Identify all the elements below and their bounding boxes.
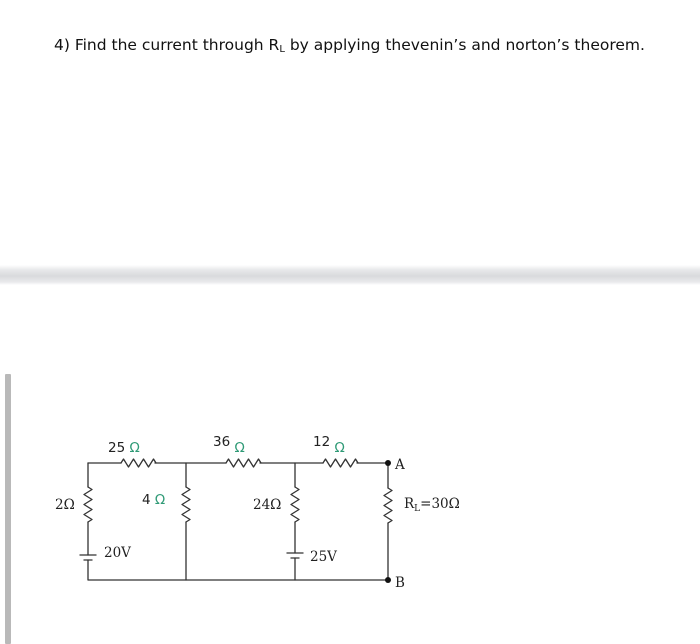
resistor-25-ohm xyxy=(121,459,156,467)
label-node-b: B xyxy=(395,575,405,591)
resistor-24-ohm xyxy=(291,487,299,522)
label-v2: 25V xyxy=(310,549,337,565)
question-suffix: by applying thevenin’s and norton’s theorem. xyxy=(284,36,645,54)
wire-left-bottom xyxy=(88,560,388,580)
resistor-36-ohm xyxy=(226,459,261,467)
question-prefix: 4) Find the current through R xyxy=(54,36,280,54)
label-node-a: A xyxy=(395,457,405,473)
label-v1: 20V xyxy=(104,545,131,561)
resistor-2-ohm xyxy=(84,487,92,522)
node-b-dot xyxy=(385,577,391,583)
label-r4: 2Ω xyxy=(55,497,75,513)
question-subscript: L xyxy=(279,44,285,55)
resistor-12-ohm xyxy=(323,459,358,467)
label-r1: 25 Ω xyxy=(108,440,140,456)
label-r5: 4 Ω xyxy=(142,492,166,508)
label-r3: 12 Ω xyxy=(313,434,345,456)
label-r2: 36 Ω xyxy=(213,434,245,456)
resistor-4-ohm xyxy=(182,487,190,522)
label-r6: 24Ω xyxy=(253,497,282,513)
resistor-load xyxy=(384,488,392,523)
node-a-dot xyxy=(385,460,391,466)
label-rl: $R_L=30\Omega$ xyxy=(404,496,460,514)
